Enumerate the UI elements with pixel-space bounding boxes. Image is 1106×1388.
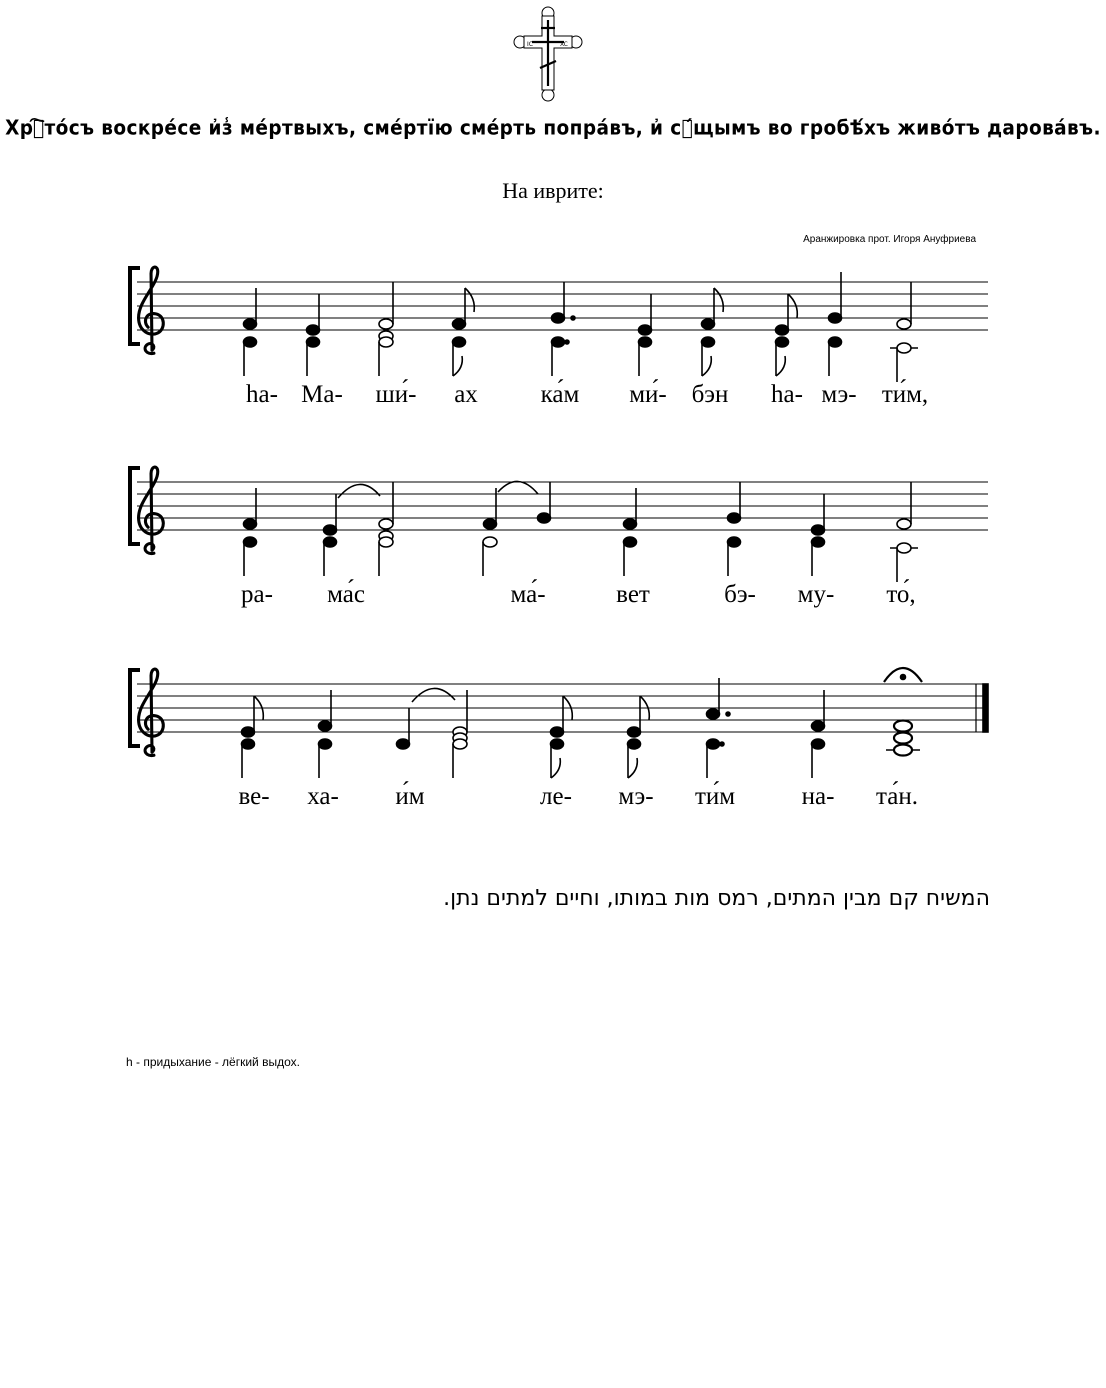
lyric-syllable: му- bbox=[797, 581, 835, 608]
system-2 bbox=[130, 467, 988, 608]
lyric-syllable: ти́м bbox=[694, 783, 736, 810]
staff-2 bbox=[137, 482, 988, 530]
lyric-syllable: ра- bbox=[241, 581, 273, 608]
subtitle: На иврите: bbox=[502, 178, 604, 203]
lyric-syllable: бэн bbox=[691, 381, 729, 408]
lyric-syllable: вет bbox=[616, 581, 650, 608]
treble-clef-icon bbox=[139, 467, 164, 553]
lyric-syllable: hа- bbox=[246, 381, 278, 408]
lyric-syllable: то́, bbox=[886, 581, 916, 608]
arranger-credit: Аранжировка прот. Игоря Ануфриева bbox=[803, 234, 976, 245]
lyric-syllable: Ма- bbox=[301, 381, 343, 408]
hebrew-text: המשיח קם מבין המתים, רמס מות במותו, וחיים למתים נתן. bbox=[443, 886, 990, 911]
cross-right-inscription: XC bbox=[560, 41, 568, 48]
lyric-syllable: мэ- bbox=[618, 783, 654, 810]
lyric-syllable: ма́с bbox=[327, 581, 365, 608]
lyric-syllable: hа- bbox=[771, 381, 803, 408]
lyrics-2 bbox=[241, 579, 916, 608]
cross-left-inscription: IC bbox=[527, 41, 533, 48]
footnote: h - придыхание - лёгкий выдох. bbox=[126, 1055, 300, 1069]
system-3 bbox=[130, 668, 988, 810]
lyric-syllable: ши́- bbox=[375, 381, 417, 408]
lyric-syllable: мэ- bbox=[821, 381, 857, 408]
lyric-syllable: ми́- bbox=[629, 381, 667, 408]
system-1 bbox=[130, 267, 988, 408]
lyric-syllable: бэ- bbox=[724, 581, 756, 608]
lyric-syllable: та́н. bbox=[876, 783, 918, 810]
lyric-syllable: ах bbox=[454, 381, 478, 408]
lyric-syllable: и́м bbox=[395, 783, 425, 810]
lyric-syllable: на- bbox=[801, 783, 835, 810]
lyric-syllable: ка́м bbox=[540, 381, 580, 408]
staff-1 bbox=[137, 282, 988, 330]
lyrics-1 bbox=[246, 379, 928, 408]
lyric-syllable: ха- bbox=[307, 783, 339, 810]
lyrics-3 bbox=[238, 781, 918, 810]
treble-clef-icon bbox=[139, 669, 164, 755]
treble-clef-icon bbox=[139, 267, 164, 353]
church-slavonic-title: Хрⷭ҇то́съ воскре́се и҆з̾ ме́ртвыхъ, сме́ртїю сме́рть попра́въ, и҆ сꙋ́щымъ во гробѣ́хъ живо́тъ дарова́въ. bbox=[5, 116, 1101, 141]
lyric-syllable: ле- bbox=[540, 783, 572, 810]
notes-2 bbox=[244, 481, 919, 582]
lyric-syllable: ти́м, bbox=[881, 381, 929, 408]
notes-1 bbox=[244, 272, 919, 382]
lyric-syllable: ве- bbox=[238, 783, 270, 810]
lyric-syllable: ма́- bbox=[510, 581, 546, 608]
